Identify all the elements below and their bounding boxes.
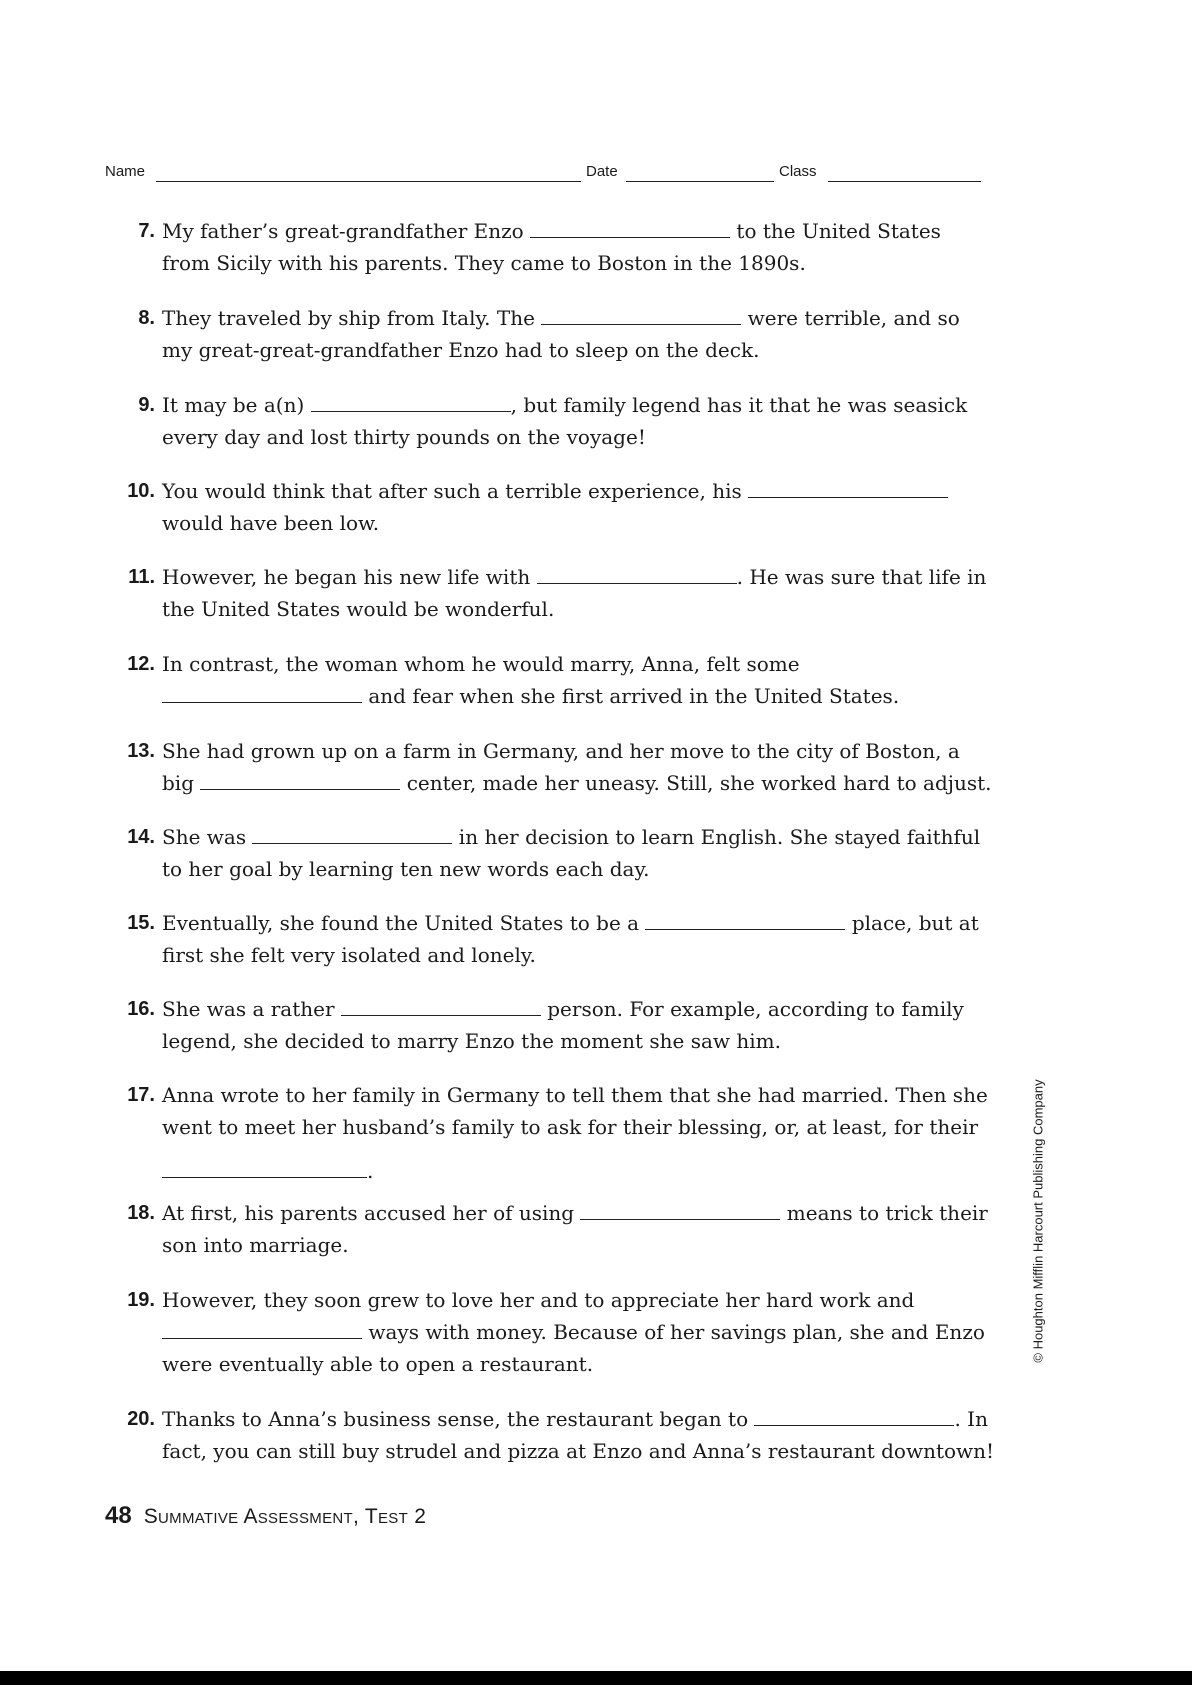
question-17 (105, 1079, 995, 1183)
question-number: 10. (127, 480, 155, 502)
page-footer (105, 1502, 426, 1530)
question-number: 14. (127, 826, 155, 848)
answer-blank[interactable] (341, 1014, 541, 1016)
question-number: 8. (138, 307, 155, 329)
question-text: She was a rather (162, 997, 341, 1021)
question-text: At first, his parents accused her of using (162, 1201, 581, 1225)
question-text: in her decision to learn English. She stayed faithful to her goal by learning ten new words each day. (162, 825, 981, 881)
question-10 (105, 475, 995, 539)
question-text: . In fact, you can still buy strudel and pizza at Enzo and Anna’s restaurant downtown! (162, 1407, 995, 1463)
question-18 (105, 1197, 995, 1261)
question-text: to the United States from Sicily with his parents. They came to Boston in the 1890s. (162, 219, 941, 275)
question-text: She was (162, 825, 253, 849)
copyright-text: © Houghton Mifflin Harcourt Publishing Company (1030, 1079, 1046, 1363)
question-text: However, they soon grew to love her and to appreciate her hard work and (162, 1288, 915, 1312)
question-number: 20. (127, 1408, 155, 1430)
footer-title: Summative Assessment, Test 2 (143, 1505, 427, 1528)
answer-blank[interactable] (200, 788, 400, 790)
student-info-header (105, 161, 981, 187)
question-text: would have been low. (162, 511, 380, 535)
question-text: person. For example, according to family legend, she decided to marry Enzo the moment she saw him. (162, 997, 964, 1053)
question-text: Anna wrote to her family in Germany to tell them that she had married. Then she went to meet her husband’s family to ask for their blessing, or, at least, for their (162, 1083, 988, 1139)
question-text: In contrast, the woman whom he would marry, Anna, felt some (162, 652, 800, 676)
question-number: 12. (127, 653, 155, 675)
question-15 (105, 907, 995, 971)
answer-blank[interactable] (530, 236, 730, 238)
copyright-notice (1028, 1061, 1048, 1381)
answer-blank[interactable] (645, 928, 845, 930)
question-8 (105, 302, 995, 366)
question-text: and fear when she first arrived in the United States. (362, 684, 900, 708)
name-field[interactable] (156, 181, 581, 182)
question-11 (105, 561, 995, 625)
question-text: place, but at first she felt very isolated and lonely. (162, 911, 979, 967)
question-text: , but family legend has it that he was seasick every day and lost thirty pounds on the voyage! (162, 393, 968, 449)
answer-blank[interactable] (162, 701, 362, 703)
answer-blank[interactable] (748, 496, 948, 498)
question-number: 17. (127, 1084, 155, 1106)
question-number: 11. (128, 566, 155, 588)
question-number: 16. (127, 998, 155, 1020)
question-text: . He was sure that life in the United States would be wonderful. (162, 565, 987, 621)
question-text: were terrible, and so my great-great-grandfather Enzo had to sleep on the deck. (162, 306, 960, 362)
question-number: 13. (127, 740, 155, 762)
question-20 (105, 1403, 995, 1467)
answer-blank[interactable] (580, 1218, 780, 1220)
date-label: Date (586, 163, 618, 180)
answer-blank[interactable] (252, 842, 452, 844)
question-text: center, made her uneasy. Still, she worked hard to adjust. (400, 771, 992, 795)
date-field[interactable] (626, 181, 774, 182)
question-text: My father’s great-grandfather Enzo (162, 219, 531, 243)
question-text: Thanks to Anna’s business sense, the restaurant began to (162, 1407, 755, 1431)
question-text: ways with money. Because of her savings plan, she and Enzo were eventually able to open a restaurant. (162, 1320, 985, 1376)
question-16 (105, 993, 995, 1057)
answer-blank[interactable] (162, 1337, 362, 1339)
answer-line (162, 1155, 995, 1183)
question-13 (105, 735, 995, 799)
question-19 (105, 1284, 995, 1380)
answer-blank[interactable] (541, 323, 741, 325)
question-text: Eventually, she found the United States to be a (162, 911, 646, 935)
question-text: It may be a(n) (162, 393, 311, 417)
answer-blank[interactable] (537, 582, 737, 584)
question-number: 7. (138, 220, 155, 242)
answer-blank[interactable] (311, 410, 511, 412)
question-text: means to trick their son into marriage. (162, 1201, 988, 1257)
question-14 (105, 821, 995, 885)
class-label: Class (779, 163, 817, 180)
page-number: 48 (105, 1502, 132, 1529)
name-label: Name (105, 163, 146, 180)
question-text: You would think that after such a terrible experience, his (162, 479, 749, 503)
question-number: 18. (127, 1202, 155, 1224)
question-7 (105, 215, 995, 279)
question-list (105, 215, 995, 1467)
scan-bottom-edge (0, 1671, 1192, 1685)
question-9 (105, 389, 995, 453)
question-number: 9. (138, 394, 155, 416)
question-text: She had grown up on a farm in Germany, and her move to the city of Boston, a big (162, 739, 960, 795)
class-field[interactable] (828, 181, 981, 182)
question-number: 19. (127, 1289, 155, 1311)
question-text: However, he began his new life with (162, 565, 537, 589)
question-number: 15. (127, 912, 155, 934)
answer-blank[interactable] (754, 1424, 954, 1426)
question-text: They traveled by ship from Italy. The (162, 306, 542, 330)
question-12 (105, 648, 995, 712)
question-text: . (367, 1159, 374, 1183)
answer-blank[interactable] (162, 1176, 367, 1178)
